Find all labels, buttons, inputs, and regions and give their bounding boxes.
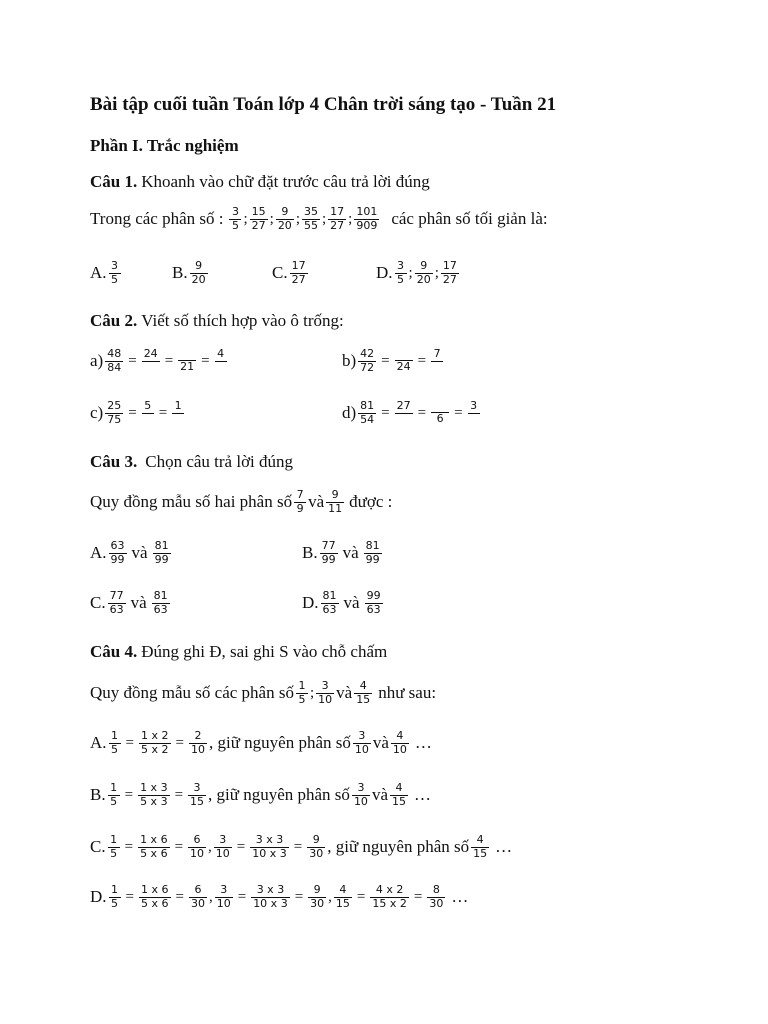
fraction: 1 x 6 5 x 6 xyxy=(140,833,168,860)
answer-blank[interactable]: … xyxy=(495,837,513,857)
statement-lead: Trong các phân số : xyxy=(90,209,224,229)
fraction: 3 10 xyxy=(353,781,368,808)
q1-fraction-list: 3 5 ; 15 27 ; 9 20 ; 35 55 ; 17 27 ; 101 909 xyxy=(227,206,381,232)
statement-d: D. 1 5 = 1 x 6 5 x 6 = 6 30 , 3 10 = 3 x 3 10 x 3 = 9 30 , 4 15 = 4 x 2 15 x 2 = 8 30 … xyxy=(90,883,469,910)
item-c: c) 25 75 = 5 = 1 xyxy=(90,400,186,426)
fraction: 4 10 xyxy=(392,729,407,756)
fraction: 8 30 xyxy=(429,883,444,910)
fraction: 81 63 xyxy=(153,589,168,616)
fraction: 1 5 xyxy=(296,680,308,706)
item-b: b) 42 72 = 24 = 7 xyxy=(342,348,445,374)
fraction: 25 75 xyxy=(107,399,122,426)
fraction-blank[interactable]: 7 xyxy=(431,348,443,374)
option-c[interactable]: C. 77 63 và 81 63 xyxy=(90,589,168,616)
fraction: 4 x 2 15 x 2 xyxy=(372,883,407,910)
fraction: 7 9 xyxy=(294,489,306,515)
fraction-blank[interactable]: 5 xyxy=(142,400,154,426)
question-3-heading xyxy=(90,452,293,472)
question-2-heading xyxy=(90,311,344,331)
fraction: 9 11 xyxy=(328,488,343,515)
answer-blank[interactable]: … xyxy=(413,785,431,805)
fraction: 3 10 xyxy=(318,679,333,706)
fraction: 1 5 xyxy=(108,782,120,808)
part-heading: Phần I. Trắc nghiệm xyxy=(90,136,239,155)
fraction: 4 15 xyxy=(391,781,406,808)
question-4-heading xyxy=(90,642,387,662)
option-c[interactable]: C. 17 27 xyxy=(272,259,306,286)
answer-blank[interactable]: … xyxy=(451,887,469,907)
fraction: 3 5 xyxy=(229,206,241,232)
fraction: 9 20 xyxy=(416,259,431,286)
fraction: 1 x 2 5 x 2 xyxy=(141,729,169,756)
fraction: 1 x 3 5 x 3 xyxy=(140,781,168,808)
fraction: 81 54 xyxy=(360,399,375,426)
fraction-blank[interactable]: 6 xyxy=(431,400,449,426)
question-4-statement: Quy đồng mẫu số các phân số 1 5 ; 3 10 và 4 15 như sau: xyxy=(90,679,437,706)
fraction: 77 99 xyxy=(321,539,336,566)
question-prompt: Viết số thích hợp vào ô trống: xyxy=(141,311,344,330)
fraction: 2 10 xyxy=(190,729,205,756)
fraction: 81 63 xyxy=(322,589,337,616)
fraction-blank[interactable]: 24 xyxy=(396,360,411,374)
fraction: 48 84 xyxy=(107,347,122,374)
page-title: Bài tập cuối tuần Toán lớp 4 Chân trời sáng tạo - Tuần 21 xyxy=(90,94,557,115)
fraction: 81 99 xyxy=(365,539,380,566)
fraction: 3 x 3 10 x 3 xyxy=(252,833,287,860)
fraction-blank[interactable]: 21 xyxy=(180,360,195,374)
fraction: 4 15 xyxy=(335,883,350,910)
item-a: a) 48 84 = 24 = 21 = 4 xyxy=(90,348,229,374)
option-b[interactable]: B. 9 20 xyxy=(172,259,206,286)
fraction: 6 10 xyxy=(190,833,205,860)
fraction: 77 63 xyxy=(109,589,124,616)
fraction: 6 30 xyxy=(190,883,205,910)
fraction-blank[interactable]: 24 xyxy=(143,347,158,361)
fraction: 42 72 xyxy=(360,347,375,374)
fraction: 101 909 xyxy=(356,205,378,232)
option-a[interactable]: A. 63 99 và 81 99 xyxy=(90,539,169,566)
answer-blank[interactable]: … xyxy=(414,733,432,753)
question-1-statement xyxy=(90,206,548,232)
statement-c: C. 1 5 = 1 x 6 5 x 6 = 6 10 , 3 10 = 3 x 3 10 x 3 = 9 30 , giữ nguyên phân số 4 15 … xyxy=(90,833,513,860)
fraction-blank[interactable]: 27 xyxy=(396,399,411,413)
fraction-blank[interactable]: 3 xyxy=(468,400,480,426)
question-prompt: Chọn câu trả lời đúng xyxy=(145,452,294,471)
fraction: 35 55 xyxy=(303,205,318,232)
fraction-blank[interactable]: 4 xyxy=(215,348,227,374)
fraction: 3 5 xyxy=(395,260,407,286)
fraction: 1 x 6 5 x 6 xyxy=(141,883,169,910)
fraction: 9 20 xyxy=(277,205,292,232)
question-1-heading xyxy=(90,172,430,192)
fraction: 99 63 xyxy=(366,589,381,616)
fraction: 63 99 xyxy=(110,539,125,566)
question-label: Câu 3. xyxy=(90,452,138,471)
fraction: 3 x 3 10 x 3 xyxy=(253,883,288,910)
fraction: 1 5 xyxy=(109,884,121,910)
question-label: Câu 1. xyxy=(90,172,138,191)
fraction: 4 15 xyxy=(356,679,371,706)
fraction: 1 5 xyxy=(109,730,121,756)
option-d[interactable]: D. 3 5 ; 9 20 ; 17 27 xyxy=(376,259,457,286)
fraction: 9 20 xyxy=(191,259,206,286)
option-b[interactable]: B. 77 99 và 81 99 xyxy=(302,539,380,566)
statement-tail: các phân số tối giản là: xyxy=(391,209,548,229)
fraction: 3 15 xyxy=(190,781,205,808)
option-a[interactable]: A. 3 5 xyxy=(90,260,123,286)
statement-b: B. 1 5 = 1 x 3 5 x 3 = 3 15 , giữ nguyên phân số 3 10 và 4 15 … xyxy=(90,781,431,808)
statement-a: A. 1 5 = 1 x 2 5 x 2 = 2 10 , giữ nguyên phân số 3 10 và 4 10 … xyxy=(90,729,432,756)
fraction: 3 10 xyxy=(216,883,231,910)
item-d: d) 81 54 = 27 = 6 = 3 xyxy=(342,400,482,426)
fraction: 4 15 xyxy=(473,833,488,860)
question-label: Câu 2. xyxy=(90,311,138,330)
fraction: 3 10 xyxy=(354,729,369,756)
question-3-statement: Quy đồng mẫu số hai phân số 7 9 và 9 11 được : xyxy=(90,488,393,515)
option-d[interactable]: D. 81 63 và 99 63 xyxy=(302,589,381,616)
fraction: 17 27 xyxy=(330,205,345,232)
fraction: 15 27 xyxy=(251,205,266,232)
fraction: 3 10 xyxy=(215,833,230,860)
fraction: 9 30 xyxy=(310,883,325,910)
fraction: 3 5 xyxy=(109,260,121,286)
fraction: 9 30 xyxy=(309,833,324,860)
fraction: 81 99 xyxy=(154,539,169,566)
question-prompt: Khoanh vào chữ đặt trước câu trả lời đúng xyxy=(141,172,430,191)
fraction-blank[interactable]: 1 xyxy=(172,400,184,426)
question-label: Câu 4. xyxy=(90,642,138,661)
fraction: 17 27 xyxy=(442,259,457,286)
fraction: 17 27 xyxy=(291,259,306,286)
fraction: 1 5 xyxy=(108,834,120,860)
question-prompt: Đúng ghi Đ, sai ghi S vào chỗ chấm xyxy=(141,642,388,661)
